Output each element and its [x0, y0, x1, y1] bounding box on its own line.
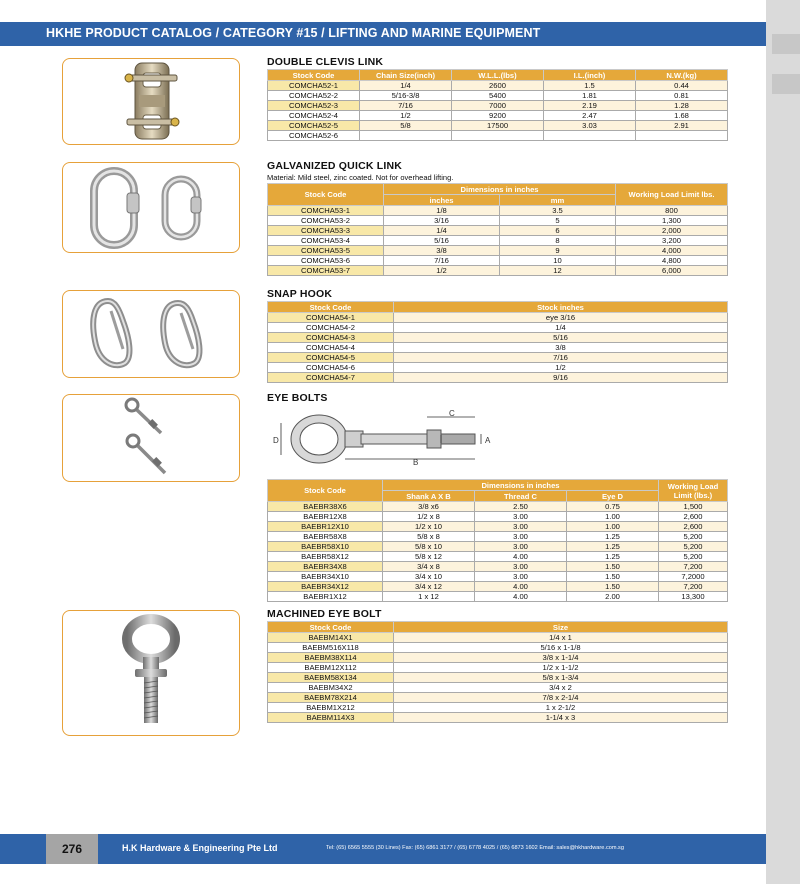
table-cell: 12	[500, 266, 616, 276]
stock-code-cell: BAEBR1X12	[268, 592, 383, 602]
table-cell: 1.68	[636, 111, 728, 121]
table-cell	[636, 131, 728, 141]
stock-code-cell: COMCHA53-7	[268, 266, 384, 276]
stock-code-cell: COMCHA54-4	[268, 343, 394, 353]
table-cell: 800	[616, 206, 728, 216]
table-row	[268, 552, 728, 562]
company-contact: Tel: (65) 6565 5555 (30 Lines) Fax: (65) 6861 3177 / (65) 6778 4025 / (65) 6873 1602 Email: sales@hkhardware.com.sg	[326, 845, 624, 851]
table-cell: 13,300	[659, 592, 728, 602]
stock-code-cell: BAEBR34X12	[268, 582, 383, 592]
table-row	[268, 373, 728, 383]
table-cell: 1.25	[567, 542, 659, 552]
stock-code-cell: COMCHA54-1	[268, 313, 394, 323]
table-cell: 9/16	[394, 373, 728, 383]
table-row	[268, 502, 728, 512]
double-clevis-link-table	[267, 69, 728, 141]
table-cell: 3/16	[384, 216, 500, 226]
galvanized-quick-link-section	[267, 160, 728, 276]
table-cell: 2.47	[544, 111, 636, 121]
eye-bolts-table	[267, 479, 728, 602]
table-row	[268, 353, 728, 363]
table-cell: 7,200	[659, 562, 728, 572]
table-cell: 3/4 x 12	[383, 582, 475, 592]
table-cell: 10	[500, 256, 616, 266]
table-row	[268, 216, 728, 226]
section-title: MACHINED EYE BOLT	[267, 608, 382, 620]
stock-code-cell: BAEBM14X1	[268, 633, 394, 643]
table-row	[268, 693, 728, 703]
table-cell: 3.00	[475, 512, 567, 522]
snap-hook-photo	[62, 290, 240, 378]
stock-code-cell: BAEBR58X10	[268, 542, 383, 552]
table-row	[268, 226, 728, 236]
table-row	[268, 572, 728, 582]
table-cell: 1.00	[567, 522, 659, 532]
column-header: Stock inches	[394, 302, 728, 313]
table-cell: 2.19	[544, 101, 636, 111]
catalog-header-title: HKHE PRODUCT CATALOG / CATEGORY #15 / LIFTING AND MARINE EQUIPMENT	[46, 26, 541, 40]
table-cell: 5,200	[659, 552, 728, 562]
stock-code-cell: BAEBM114X3	[268, 713, 394, 723]
column-subheader: inches	[384, 195, 500, 206]
galvanized-quick-link-table	[267, 183, 728, 276]
stock-code-cell: BAEBR34X8	[268, 562, 383, 572]
table-cell: 1/4	[384, 226, 500, 236]
section-title: EYE BOLTS	[267, 392, 328, 404]
table-cell: 7/16	[360, 101, 452, 111]
stock-code-cell: BAEBR34X10	[268, 572, 383, 582]
table-cell: 5/8 x 8	[383, 532, 475, 542]
column-header: Stock Code	[268, 622, 394, 633]
table-cell: 9200	[452, 111, 544, 121]
table-cell: 3.00	[475, 562, 567, 572]
stock-code-cell: BAEBR58X12	[268, 552, 383, 562]
stock-code-cell: COMCHA53-3	[268, 226, 384, 236]
table-row	[268, 673, 728, 683]
table-cell: 5/16	[384, 236, 500, 246]
table-cell: 3.00	[475, 532, 567, 542]
table-row	[268, 522, 728, 532]
diagram-label-b: B	[413, 458, 419, 465]
eye-bolts-section	[267, 392, 728, 602]
table-cell: 5/8 x 10	[383, 542, 475, 552]
table-row	[268, 582, 728, 592]
stock-code-cell: COMCHA54-6	[268, 363, 394, 373]
table-cell: 9	[500, 246, 616, 256]
table-cell: 5/8	[360, 121, 452, 131]
stock-code-cell: COMCHA52-3	[268, 101, 360, 111]
table-cell: 4.00	[475, 592, 567, 602]
page-number: 276	[46, 834, 98, 864]
table-cell: 1 x 2-1/2	[394, 703, 728, 713]
section-title: SNAP HOOK	[267, 288, 333, 300]
stock-code-cell: BAEBM1X212	[268, 703, 394, 713]
table-cell: 6,000	[616, 266, 728, 276]
table-row	[268, 653, 728, 663]
table-row	[268, 131, 728, 141]
table-cell: 3/4 x 10	[383, 572, 475, 582]
table-cell: 6	[500, 226, 616, 236]
stock-code-cell: COMCHA52-2	[268, 91, 360, 101]
table-cell: 3.5	[500, 206, 616, 216]
table-cell: 4.00	[475, 552, 567, 562]
stock-code-cell: BAEBR58X8	[268, 532, 383, 542]
column-header: Working Load Limit lbs.	[616, 184, 728, 206]
table-cell: 1.28	[636, 101, 728, 111]
table-cell: 7/8 x 2-1/4	[394, 693, 728, 703]
stock-code-cell: BAEBR12X8	[268, 512, 383, 522]
table-cell: 1.50	[567, 562, 659, 572]
table-cell: 5/8 x 1-3/4	[394, 673, 728, 683]
column-header: Thread C	[475, 491, 567, 502]
table-row	[268, 663, 728, 673]
table-row	[268, 703, 728, 713]
diagram-label-d: D	[273, 436, 279, 445]
table-cell: 7000	[452, 101, 544, 111]
table-cell	[360, 131, 452, 141]
table-row	[268, 91, 728, 101]
stock-code-cell: COMCHA54-2	[268, 323, 394, 333]
column-subheader: mm	[500, 195, 616, 206]
stock-code-cell: COMCHA53-2	[268, 216, 384, 226]
table-cell: 3.00	[475, 542, 567, 552]
stock-code-cell: COMCHA53-1	[268, 206, 384, 216]
table-row	[268, 266, 728, 276]
section-title: DOUBLE CLEVIS LINK	[267, 56, 384, 68]
table-cell: 7,2000	[659, 572, 728, 582]
edge-tab	[772, 74, 800, 94]
stock-code-cell: BAEBM78X214	[268, 693, 394, 703]
table-row	[268, 343, 728, 353]
table-row	[268, 246, 728, 256]
double-clevis-link-photo	[62, 58, 240, 145]
table-row	[268, 532, 728, 542]
stock-code-cell: COMCHA54-7	[268, 373, 394, 383]
table-cell: 5	[500, 216, 616, 226]
table-cell: 17500	[452, 121, 544, 131]
table-row	[268, 206, 728, 216]
table-row	[268, 683, 728, 693]
table-row	[268, 643, 728, 653]
table-cell: 1-1/4 x 3	[394, 713, 728, 723]
table-cell: 1/2	[394, 363, 728, 373]
snap-hook-section	[267, 288, 728, 383]
stock-code-cell: BAEBR12X10	[268, 522, 383, 532]
machined-eye-bolt-photo	[62, 610, 240, 736]
table-cell: 3.00	[475, 522, 567, 532]
stock-code-cell: COMCHA53-4	[268, 236, 384, 246]
stock-code-cell: BAEBM516X118	[268, 643, 394, 653]
column-header: Stock Code	[268, 480, 383, 502]
eye-bolt-photo	[62, 394, 240, 482]
table-cell: 5400	[452, 91, 544, 101]
stock-code-cell: BAEBR38X6	[268, 502, 383, 512]
stock-code-cell: BAEBM34X2	[268, 683, 394, 693]
machined-eye-bolt-section	[267, 608, 728, 723]
table-cell: 5/16-3/8	[360, 91, 452, 101]
column-header: W.L.L.(lbs)	[452, 70, 544, 81]
table-cell: 1,300	[616, 216, 728, 226]
table-cell: 7/16	[384, 256, 500, 266]
section-title: GALVANIZED QUICK LINK	[267, 160, 403, 172]
table-row	[268, 323, 728, 333]
table-cell	[452, 131, 544, 141]
table-cell: 1/2 x 1-1/2	[394, 663, 728, 673]
catalog-header	[0, 22, 766, 46]
table-row	[268, 256, 728, 266]
table-cell: 2.50	[475, 502, 567, 512]
stock-code-cell: BAEBM58X134	[268, 673, 394, 683]
table-cell: 2,000	[616, 226, 728, 236]
table-cell: 4.00	[475, 582, 567, 592]
table-cell: 3/8	[384, 246, 500, 256]
table-cell: 1.81	[544, 91, 636, 101]
table-cell: 1.00	[567, 512, 659, 522]
column-header: Dimensions in inches	[383, 480, 659, 491]
table-cell	[544, 131, 636, 141]
column-header: Shank A X B	[383, 491, 475, 502]
table-row	[268, 562, 728, 572]
diagram-label-a: A	[485, 436, 491, 445]
stock-code-cell: COMCHA52-6	[268, 131, 360, 141]
company-name: H.K Hardware & Engineering Pte Ltd	[122, 843, 278, 853]
table-cell: 5/16	[394, 333, 728, 343]
stock-code-cell: COMCHA52-1	[268, 81, 360, 91]
table-row	[268, 111, 728, 121]
table-cell: 1/2 x 10	[383, 522, 475, 532]
table-cell: 3/8	[394, 343, 728, 353]
table-cell: 1,500	[659, 502, 728, 512]
table-cell: 1/2	[384, 266, 500, 276]
column-header: I.L.(inch)	[544, 70, 636, 81]
table-row	[268, 333, 728, 343]
table-row	[268, 81, 728, 91]
table-cell: 5/8 x 12	[383, 552, 475, 562]
table-cell: 0.75	[567, 502, 659, 512]
stock-code-cell: COMCHA52-5	[268, 121, 360, 131]
table-cell: 4,800	[616, 256, 728, 266]
table-cell: 3/8 x6	[383, 502, 475, 512]
column-header: Stock Code	[268, 184, 384, 206]
table-row	[268, 121, 728, 131]
table-cell: 5/16 x 1-1/8	[394, 643, 728, 653]
table-row	[268, 313, 728, 323]
table-row	[268, 512, 728, 522]
table-cell: 3/4 x 8	[383, 562, 475, 572]
stock-code-cell: BAEBM38X114	[268, 653, 394, 663]
table-row	[268, 101, 728, 111]
column-header: Working Load Limit (lbs.)	[659, 480, 728, 502]
diagram-label-c: C	[449, 409, 455, 418]
edge-tab	[772, 34, 800, 54]
table-cell: 2.00	[567, 592, 659, 602]
table-row	[268, 633, 728, 643]
table-row	[268, 236, 728, 246]
table-cell: 1/2	[360, 111, 452, 121]
table-cell: 1.25	[567, 532, 659, 542]
table-cell: 2.91	[636, 121, 728, 131]
column-header: Chain Size(inch)	[360, 70, 452, 81]
column-header: Stock Code	[268, 302, 394, 313]
eye-bolt-dimension-diagram	[273, 405, 503, 465]
column-header: N.W.(kg)	[636, 70, 728, 81]
stock-code-cell: COMCHA52-4	[268, 111, 360, 121]
table-row	[268, 542, 728, 552]
stock-code-cell: COMCHA54-3	[268, 333, 394, 343]
section-note: Material: Mild steel, zinc coated. Not for overhead lifting.	[267, 173, 454, 182]
table-cell: 1.50	[567, 572, 659, 582]
table-cell: 3.03	[544, 121, 636, 131]
column-header: Eye D	[567, 491, 659, 502]
catalog-footer	[0, 834, 766, 864]
machined-eye-bolt-table	[267, 621, 728, 723]
table-row	[268, 713, 728, 723]
table-cell: 1.50	[567, 582, 659, 592]
page-edge-strip	[766, 0, 800, 884]
table-cell: 1/4	[394, 323, 728, 333]
table-cell: 0.44	[636, 81, 728, 91]
stock-code-cell: COMCHA54-5	[268, 353, 394, 363]
table-cell: 3/8 x 1-1/4	[394, 653, 728, 663]
table-cell: 1 x 12	[383, 592, 475, 602]
table-cell: 1/8	[384, 206, 500, 216]
table-cell: 0.81	[636, 91, 728, 101]
table-row	[268, 592, 728, 602]
snap-hook-table	[267, 301, 728, 383]
table-cell: 2600	[452, 81, 544, 91]
table-cell: 7/16	[394, 353, 728, 363]
table-cell: 1.5	[544, 81, 636, 91]
table-cell: 3/4 x 2	[394, 683, 728, 693]
stock-code-cell: COMCHA53-5	[268, 246, 384, 256]
table-cell: 2,600	[659, 512, 728, 522]
table-cell: 4,000	[616, 246, 728, 256]
double-clevis-link-section	[267, 56, 728, 141]
table-cell: 1.25	[567, 552, 659, 562]
table-cell: 3,200	[616, 236, 728, 246]
table-cell: 1/4	[360, 81, 452, 91]
table-cell: eye 3/16	[394, 313, 728, 323]
table-row	[268, 363, 728, 373]
column-header: Stock Code	[268, 70, 360, 81]
table-cell: 3.00	[475, 572, 567, 582]
table-cell: 1/2 x 8	[383, 512, 475, 522]
table-cell: 5,200	[659, 532, 728, 542]
table-cell: 5,200	[659, 542, 728, 552]
table-cell: 1/4 x 1	[394, 633, 728, 643]
table-cell: 8	[500, 236, 616, 246]
stock-code-cell: COMCHA53-6	[268, 256, 384, 266]
table-cell: 7,200	[659, 582, 728, 592]
column-header: Size	[394, 622, 728, 633]
stock-code-cell: BAEBM12X112	[268, 663, 394, 673]
column-header: Dimensions in inches	[384, 184, 616, 195]
table-cell: 2,600	[659, 522, 728, 532]
galvanized-quick-link-photo	[62, 162, 240, 253]
